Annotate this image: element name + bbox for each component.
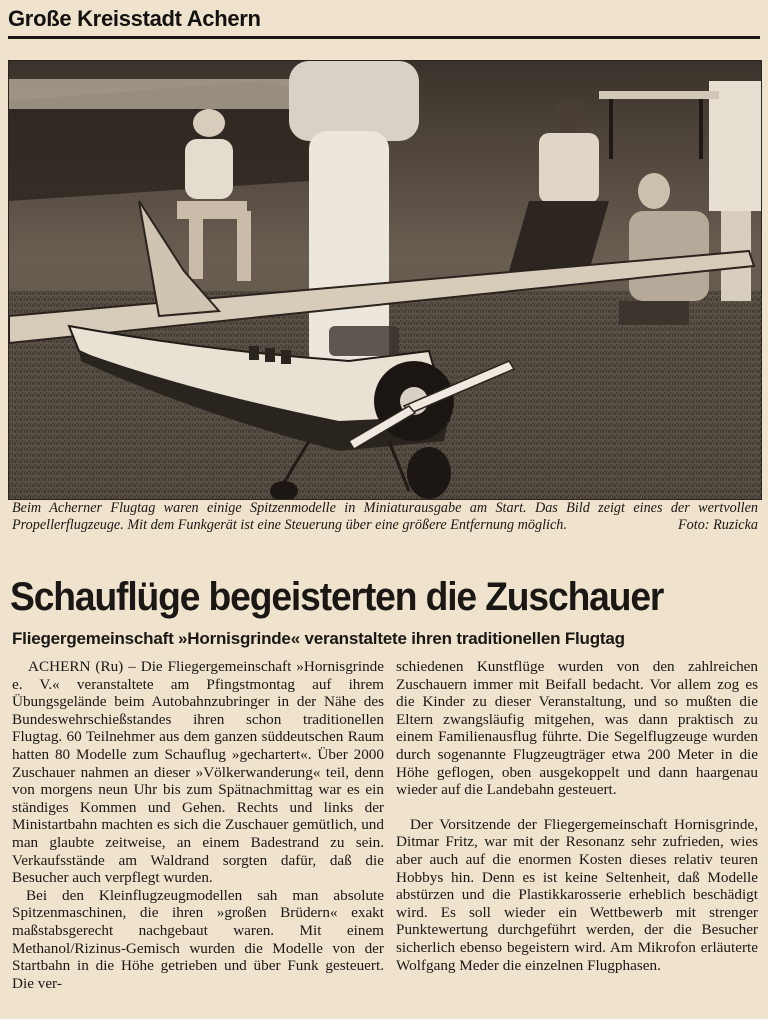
body-paragraph: schiedenen Kunstflüge wurden von den zahlreichen Zuschauern immer mit Beifall bedacht. Vor allem zog es die Kinder zu dieser Veranstaltung, und so mußten die Eltern zwangsläufig mitgehen, was dann praktisch zu einem Familienausflug führte. Die Segelflugzeuge wurden durch sogenannte Flugzeugträger etwa 200 Meter in die Höhe geflogen, oben ausgekoppelt und dann haargenau wieder auf die Landebahn gesteuert. bbox=[396, 658, 758, 799]
model-airplane-photo bbox=[9, 61, 761, 499]
body-paragraph: Bei den Kleinflugzeugmodellen sah man absolute Spitzenmaschinen, die ihren »großen Brüdern« exakt maßstabsgerecht nachgebaut waren. Mit einem Methanol/Rizinus-Gemisch wurden die Modelle von der Startbahn in die Höhe getrieben und über Funk gesteuert. Die ver- bbox=[12, 886, 384, 992]
article-column-left bbox=[12, 658, 384, 992]
article-subheadline: Fliegergemeinschaft »Hornisgrinde« veranstaltete ihren traditionellen Flugtag bbox=[12, 629, 625, 648]
body-paragraph: ACHERN (Ru) – Die Fliegergemeinschaft »Hornisgrinde e. V.« veranstaltete am Pfingstmontag auf ihrem Übungsgelände beim Autobahnzubringer in der Nähe des Bundeswehrschießstandes ihren schon traditionellen Flugtag. 60 Teilnehmer aus dem ganzen süddeutschen Raum hatten 80 Modelle zum Schauflug »gechartert«. Über 2000 Zuschauer nahmen an dieser »Völkerwanderung« teil, denn von morgens neun Uhr bis zum Spätnachmittag war es ein ständiges Kommen und Gehen. Rechts und links der Ministartbahn machten es sich die Zuschauer gemütlich, und man glaubte zeitweise, an einem Badestrand zu sein. Verkaufsstände am Waldrand sorgten dafür, daß die Besucher auch verpflegt wurden. bbox=[12, 658, 384, 887]
photo-credit: Foto: Ruzicka bbox=[678, 516, 758, 533]
caption-text: Beim Acherner Flugtag waren einige Spitzenmodelle in Miniaturausgabe am Start. Das Bild zeigt eines der wertvollen Propellerflugzeuge. Mit dem Funkgerät ist eine Steuerung über eine größere Entfernung möglich. bbox=[12, 500, 758, 533]
section-header bbox=[8, 4, 760, 39]
body-paragraph: Der Vorsitzende der Fliegergemeinschaft Hornisgrinde, Ditmar Fritz, war mit der Resonanz sehr zufrieden, wies aber auch auf die enormen Kosten dieses relativ teuren Hobbys hin. Denn es ist keine Seltenheit, daß Modelle abstürzen und die Plastikkarosserie erheblich beschädigt wird. Es soll wieder ein Wettbewerb mit strenger Punktewertung durchgeführt werden, der die Besucher sicherlich ebenso begeistern wird. Am Mikrofon erläuterte Wolfgang Meder die einzelnen Flugphasen. bbox=[396, 815, 758, 974]
section-header-title: Große Kreisstadt Achern bbox=[8, 6, 261, 31]
article-column-right bbox=[396, 658, 758, 974]
news-photo bbox=[8, 60, 762, 500]
article-headline: Schauflüge begeisterten die Zuschauer bbox=[10, 575, 664, 619]
photo-caption bbox=[12, 500, 758, 533]
